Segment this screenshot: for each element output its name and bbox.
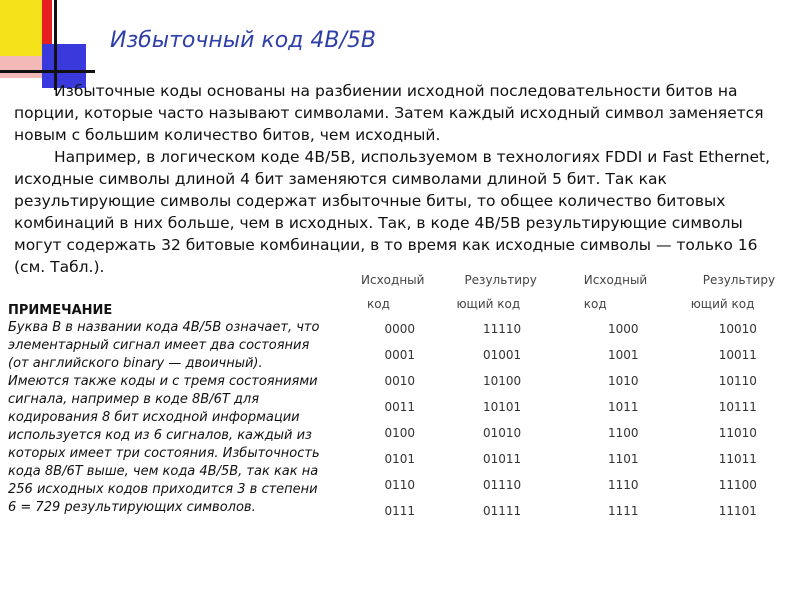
decor-yellow-square [0, 0, 42, 56]
table-row [355, 472, 795, 498]
table-cell: 0110 [384, 478, 415, 492]
table-cell: 10010 [718, 322, 757, 336]
table-cell: 0100 [384, 426, 415, 440]
table-row [355, 394, 795, 420]
table-cell: 01010 [483, 426, 522, 440]
header-line: ющий код [456, 297, 521, 311]
decor-vertical-line [54, 0, 57, 90]
table-row [355, 420, 795, 446]
paragraph-2: Например, в логическом коде 4В/5В, используемом в технологиях FDDI и Fast Ethernet, исходные символы длиной 4 бит заменяются символами длиной 5 бит. Так как результирующие символы содержат избыточные биты, то общее количество битовых комбинаций в них больше, чем в исходных. Так, в коде 4В/5В результирующие символы могут содержать 32 битовые комбинации, в то время как исходные символы — только 16 (см. Табл.). [14, 148, 771, 276]
body-text [14, 80, 784, 278]
table-cell: 0001 [384, 348, 415, 362]
table-cell: 0000 [384, 322, 415, 336]
note-box [8, 303, 326, 517]
header-line: Результиру [702, 273, 776, 287]
header-line: Результиру [464, 273, 537, 287]
table-row [355, 446, 795, 472]
note-text: Буква В в названии кода 4В/5В означает, что элементарный сигнал имеет два состояния (от английского binary — двоичный). Имеются также коды и с тремя состояниями сигнала, например в коде 8В/6Т для кодирования 8 бит исходной информации используется код из 6 сигналов, каждый из которых имеет три состояния. Избыточность кода 8В/6Т выше, чем кода 4В/5В, так как на 256 исходных кодов приходится 3 в степени 6 = 729 результирующих символов. [8, 320, 320, 515]
table-cell: 01111 [483, 504, 522, 518]
header-line: Исходный [583, 273, 648, 287]
header-cell [681, 266, 795, 316]
code-table [355, 266, 795, 524]
table-cell: 0010 [384, 374, 415, 388]
paragraph-1: Избыточные коды основаны на разбиении исходной последовательности битов на порции, которые часто называют символами. Затем каждый исходный символ заменяется новым с большим количество битов, чем исходный. [14, 82, 764, 144]
table-cell: 11100 [718, 478, 757, 492]
table-cell: 10111 [718, 400, 757, 414]
table-cell: 10110 [718, 374, 757, 388]
table-cell: 10101 [483, 400, 522, 414]
table-cell: 0011 [384, 400, 415, 414]
table-cell: 0101 [384, 452, 415, 466]
table-cell: 01001 [483, 348, 522, 362]
header-cell [438, 266, 565, 316]
slide-title: Избыточный код 4В/5В [110, 28, 376, 53]
table-cell: 1010 [607, 374, 639, 388]
table-cell: 1000 [607, 322, 639, 336]
table-row [355, 368, 795, 394]
decor-horizontal-line [0, 70, 95, 73]
table-cell: 0111 [384, 504, 415, 518]
table-cell: 1101 [607, 452, 639, 466]
note-heading: ПРИМЕЧАНИЕ [8, 303, 113, 318]
table-cell: 11011 [718, 452, 757, 466]
decor-pink-strip [0, 56, 42, 78]
table-cell: 1100 [607, 426, 639, 440]
table-cell: 01011 [483, 452, 522, 466]
header-line: ющий код [690, 297, 755, 311]
table-row [355, 342, 795, 368]
table-cell: 1111 [607, 504, 639, 518]
table-cell: 1001 [607, 348, 639, 362]
table-cell: 10100 [483, 374, 522, 388]
table-cell: 11101 [718, 504, 757, 518]
table-cell: 11010 [718, 426, 757, 440]
table-row [355, 316, 795, 342]
table-cell: 01110 [483, 478, 522, 492]
header-line: Исходный [361, 273, 425, 287]
table-cell: 11110 [483, 322, 522, 336]
header-cell [355, 266, 438, 316]
table-row [355, 498, 795, 524]
header-line: код [583, 297, 607, 311]
table-cell: 1011 [607, 400, 639, 414]
header-line: код [367, 297, 390, 311]
header-cell [566, 266, 681, 316]
table-cell: 10011 [718, 348, 757, 362]
table-header-row [355, 266, 795, 316]
table-cell: 1110 [607, 478, 639, 492]
